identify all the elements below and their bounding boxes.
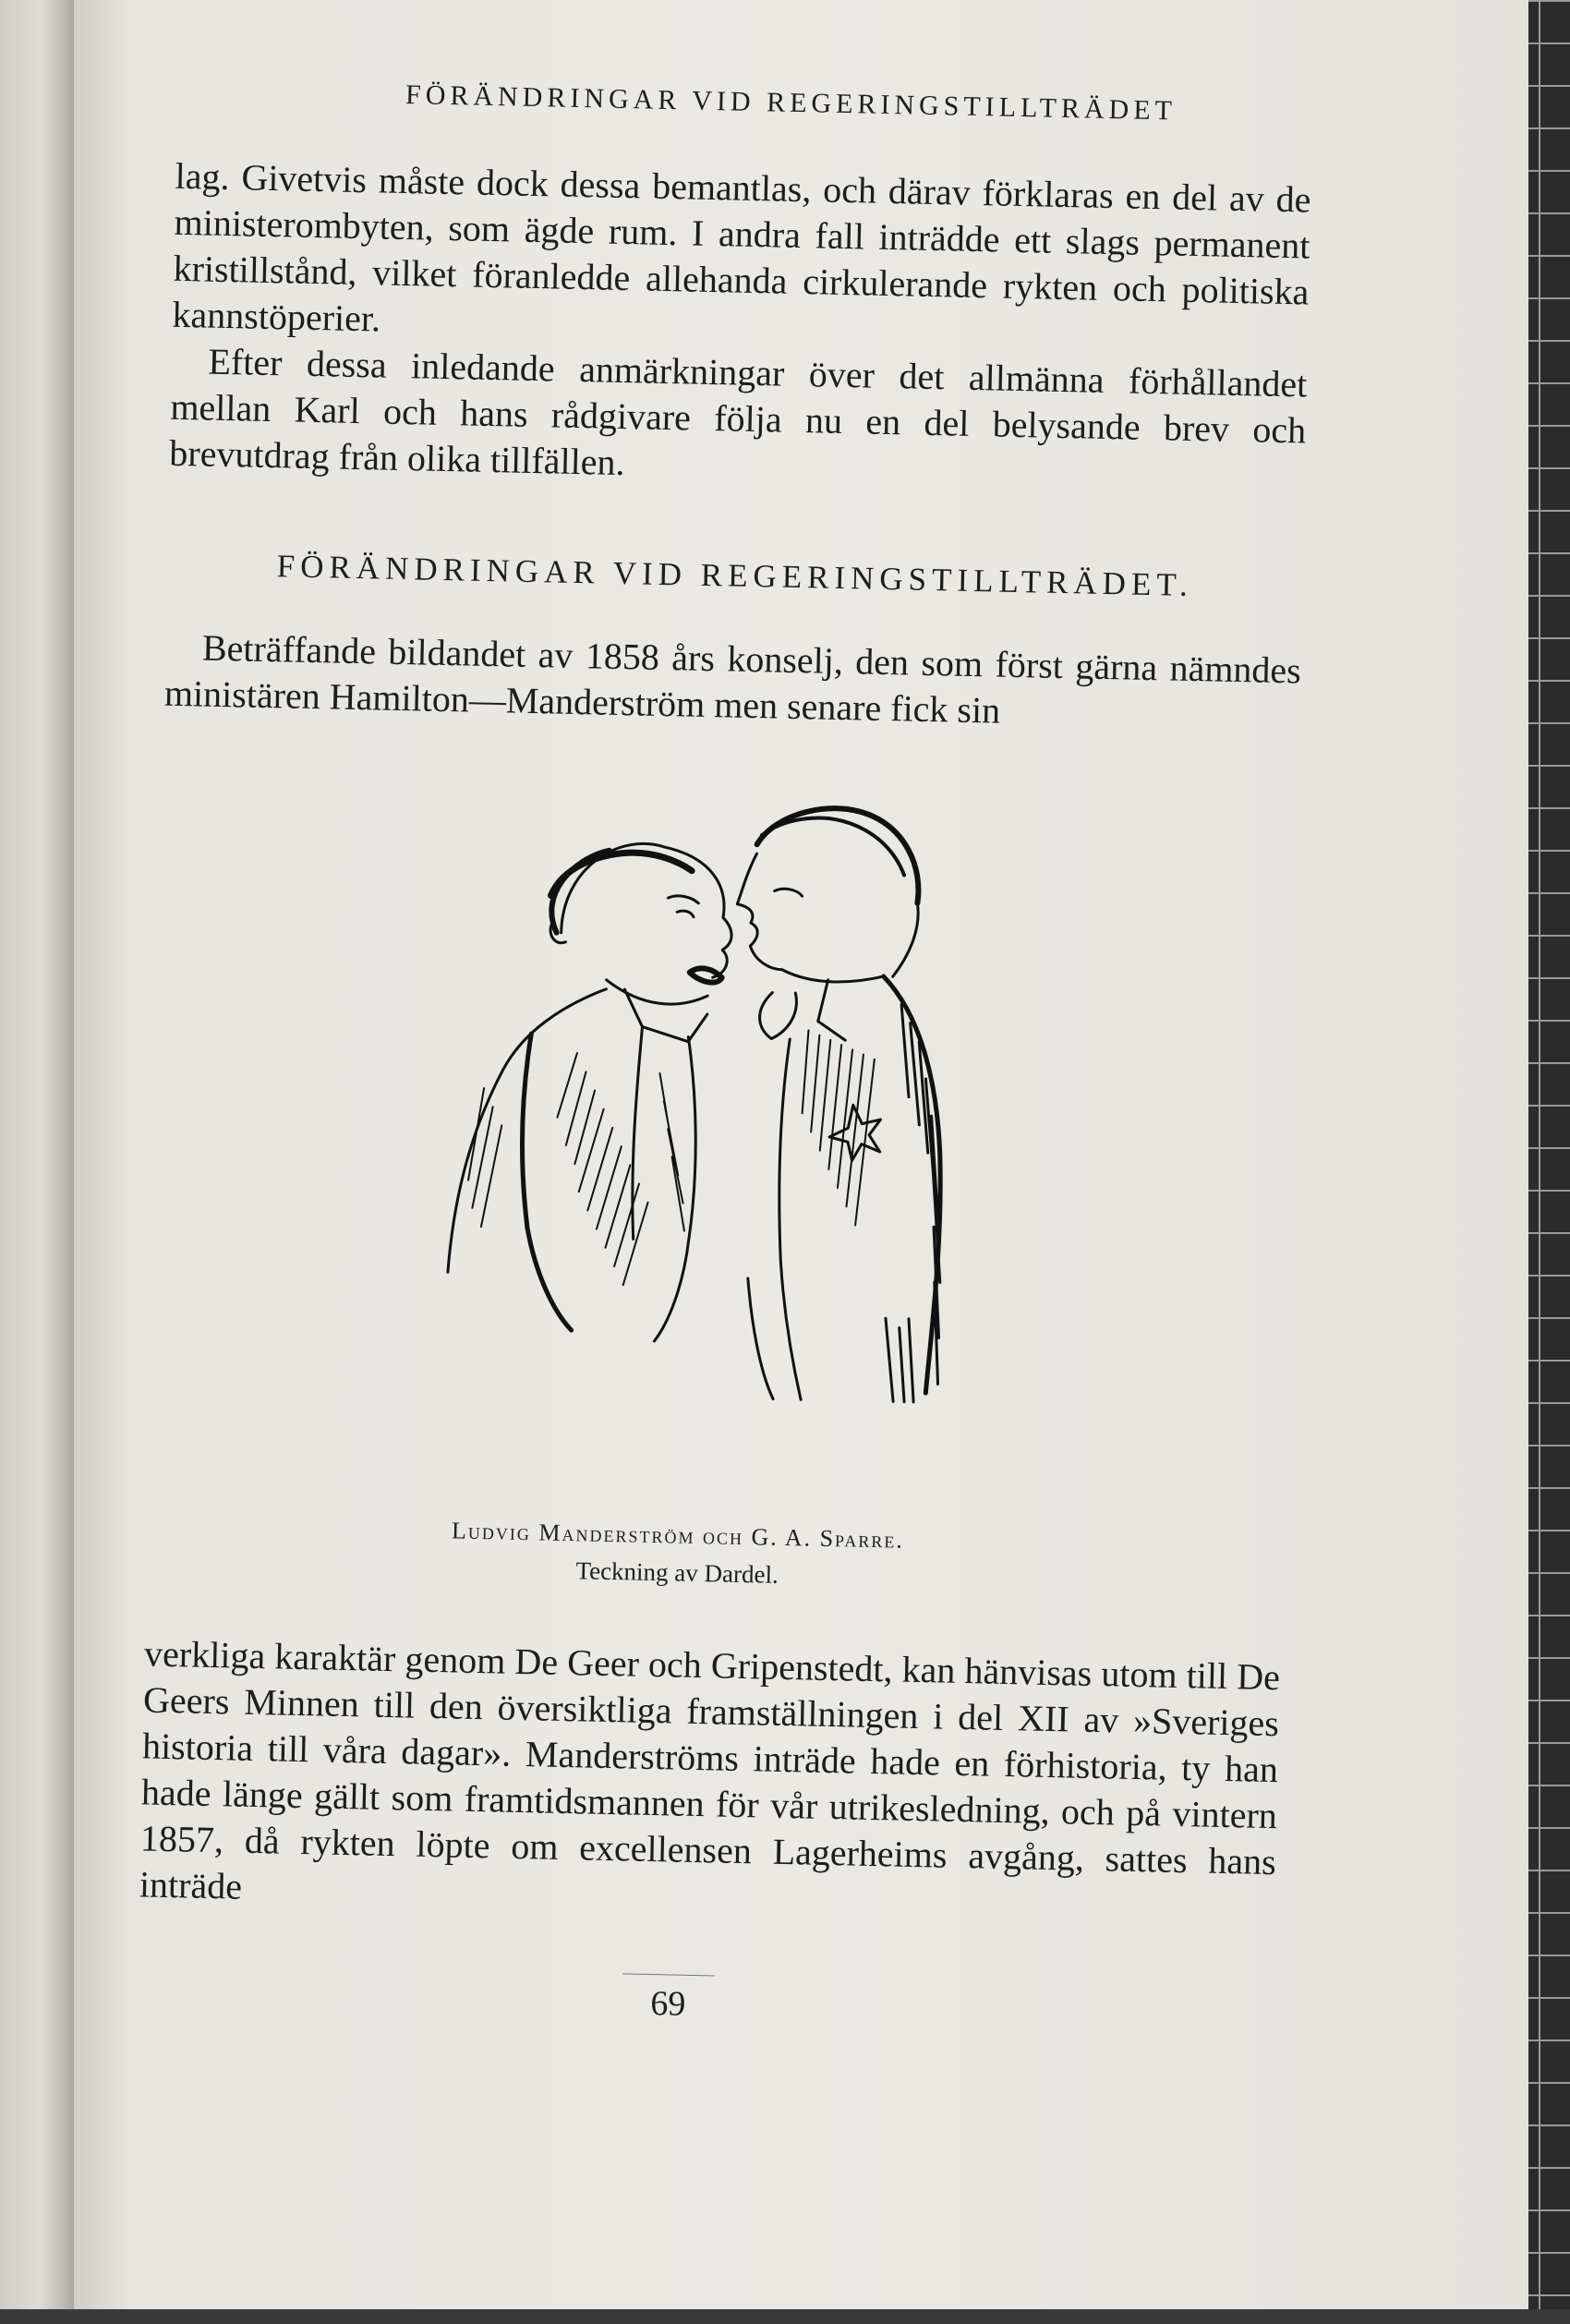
paragraph-1: [169, 153, 1311, 501]
section-title: FÖRÄNDRINGAR VID REGERINGSTILLTRÄDET.: [276, 548, 1194, 603]
figure-credit: Teckning av Dardel.: [575, 1556, 779, 1589]
page-number-rule: [622, 1973, 715, 1976]
right-figure: [727, 806, 949, 1402]
left-figure: [446, 840, 733, 1342]
paragraph-3: [139, 1630, 1280, 1931]
running-head: FÖRÄNDRINGAR VID REGERINGSTILLTRÄDET: [405, 79, 1178, 127]
paragraph-1-sentence-2: Efter dessa inledande anmärkningar över det allmänna förhållandet mellan Karl och hans rådgivare följa nu en del belysande brev och brevutdrag från olika tillfällen.: [168, 340, 1308, 484]
paragraph-3-text: verkliga karaktär genom De Geer och Gripenstedt, kan hänvisas utom till De Geers Minnen till den översiktliga framställningen i del XII av »Sveriges historia till våra dagar». Manderströms inträde hade en förhistoria, ty han hade länge gällt som framtidsmannen för vår utrikesledning, och på vintern 1857, då rykten löpte om excellensen Lagerheims avgång, sattes hans inträde: [139, 1632, 1281, 1907]
figure-caption: Ludvig Manderström och G. A. Sparre.: [451, 1517, 905, 1554]
paragraph-1-sentence-1: lag. Givetvis måste dock dessa bemantlas, och därav förklaras en del av de ministerombyten, som ägde rum. I andra fall inträdde ett slags permanent kristillstånd, vilket föranledde allehanda cirkulerande rykten och politiska kannstöperier.: [172, 154, 1311, 340]
page-number: 69: [649, 1984, 686, 2024]
book-page: [74, 0, 1528, 2309]
page-content: [43, 0, 1546, 2324]
caricature-illustration: [245, 788, 1072, 1507]
paragraph-2-text: Beträffande bildandet av 1858 års konselj, den som först gärna nämndes ministären Hamilton—Manderström men senare fick sin: [163, 626, 1302, 732]
paragraph-2: [163, 624, 1301, 741]
